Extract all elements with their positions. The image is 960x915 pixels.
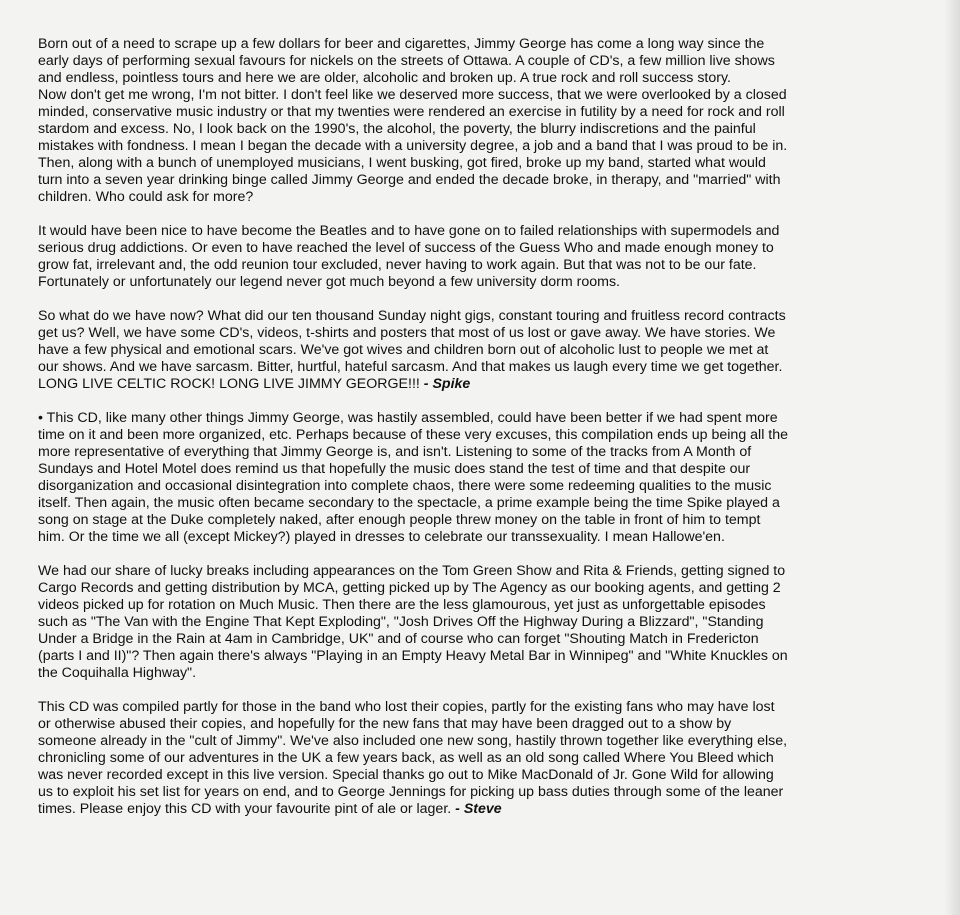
paragraph-origins: Born out of a need to scrape up a few dollars for beer and cigarettes, Jimmy George has come a long way since the early days of performing sexual favours for nickels on the streets of Ottawa. A couple of CD's, a few million live shows and endless, pointless tours and here we are older, alcoholic and broken up. A true rock and roll success story. <box>38 36 775 86</box>
paragraph-lucky-breaks: We had our share of lucky breaks including appearances on the Tom Green Show and Rita & Friends, getting signed to Cargo Records and getting distribution by MCA, getting picked up by The Agency as our booking agents, and getting 2 videos picked up for rotation on Much Music. Then there are the less glamourous, yet just as unforgettable episodes such as "The Van with the Engine That Kept Exploding", "Josh Drives Off the Highway During a Blizzard", "Standing Under a Bridge in the Rain at 4am in Cambridge, UK" and of course who can forget "Shouting Match in Fredericton (parts I and II)"? Then again there's always "Playing in an Empty Heavy Metal Bar in Winnipeg" and "White Knuckles on the Coquihalla Highway". <box>38 563 788 681</box>
paragraph-not-bitter: Now don't get me wrong, I'm not bitter. I don't feel like we deserved more success, that we were overlooked by a closed minded, conservative music industry or that my twenties were rendered an exercise in futility by a need for rock and roll stardom and excess. No, I look back on the 1990's, the alcohol, the poverty, the blurry indiscretions and the painful mistakes with fondness. I mean I began the decade with a university degree, a job and a band that I was proud to be in. Then, along with a bunch of unemployed musicians, I went busking, got fired, broke up my band, started what would turn into a seven year drinking binge called Jimmy George and ended the decade broke, in therapy, and "married" with children. Who could ask for more? <box>38 87 788 205</box>
liner-notes-page <box>38 36 938 835</box>
signature-spike: - Spike <box>423 376 471 392</box>
paragraph-hastily-assembled: • This CD, like many other things Jimmy George, was hastily assembled, could have been better if we had spent more time on it and been more organized, etc. Perhaps because of these very excuses, this compilation ends up being all the more representative of everything that Jimmy George is, and isn't. Listening to some of the tracks from A Month of Sundays and Hotel Motel does remind us that hopefully the music does stand the test of time and that despite our disorganization and occasional disintegration into complete chaos, there were some redeeming qualities to the music itself. Then again, the music often became secondary to the spectacle, a prime example being the time Spike played a song on stage at the Duke completely naked, after enough people threw money on the table in front of him to tempt him. Or the time we all (except Mickey?) played in dresses to celebrate our transsexuality. I mean Hallowe'en. <box>38 410 789 545</box>
page-edge-shadow <box>944 0 960 915</box>
paragraph-what-we-have <box>38 308 938 393</box>
paragraph-cd-compiled <box>38 699 938 818</box>
paragraph-beatles: It would have been nice to have become the Beatles and to have gone on to failed relationships with supermodels and serious drug addictions. Or even to have reached the level of success of the Guess Who and made enough money to grow fat, irrelevant and, the odd reunion tour excluded, never having to work again. But that was not to be our fate. Fortunately or unfortunately our legend never got much beyond a few university dorm rooms. <box>38 223 780 290</box>
paragraph-cd-compiled-text: This CD was compiled partly for those in the band who lost their copies, partly for the existing fans who may have lost or otherwise abused their copies, and hopefully for the new fans that may have been dragged out to a show by someone already in the "cult of Jimmy". We've also included one new song, hastily thrown together like everything else, chronicling some of our adventures in the UK a few years back, as well as an old song called Where You Bleed which was never recorded except in this live version. Special thanks go out to Mike MacDonald of Jr. Gone Wild for allowing us to exploit his set list for years on end, and to George Jennings for picking up bass duties through some of the leaner times. Please enjoy this CD with your favourite pint of ale or lager. <box>38 699 788 817</box>
signature-steve: - Steve <box>455 801 502 817</box>
paragraph-what-we-have-text: So what do we have now? What did our ten thousand Sunday night gigs, constant touring and fruitless record contracts get us? Well, we have some CD's, videos, t-shirts and posters that most of us lost or gave away. We have stories. We have a few physical and emotional scars. We've got wives and children born out of alcoholic lust to people we met at our shows. And we have sarcasm. Bitter, hurtful, hateful sarcasm. And that makes us laugh every time we get together. LONG LIVE CELTIC ROCK! LONG LIVE JIMMY GEORGE!!! <box>38 308 786 392</box>
